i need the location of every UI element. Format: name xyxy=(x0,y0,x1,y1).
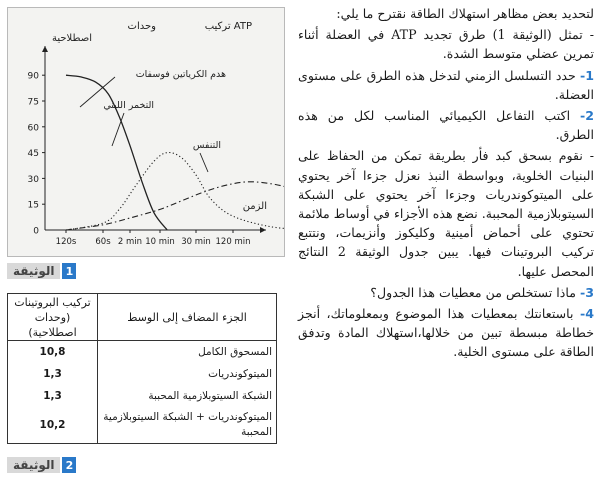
y-tick-label: 15 xyxy=(27,200,39,211)
header-value xyxy=(8,294,98,341)
y-axis-label-line3: اصطلاحية xyxy=(52,33,92,44)
doc1-number: 1 xyxy=(62,263,76,279)
y-axis-arrow xyxy=(42,46,48,52)
question-1-number: 1- xyxy=(579,67,594,83)
series-label-respiration: التنفس xyxy=(192,140,221,151)
series-label-lactic-fermentation: التخمر اللبني xyxy=(103,100,154,111)
y-tick-label: 45 xyxy=(27,149,39,160)
atp-chart-panel xyxy=(7,7,285,257)
doc2-label xyxy=(7,456,76,474)
header-part: الجزء المضاف إلى الوسط xyxy=(98,294,277,341)
question-3 xyxy=(298,283,594,302)
x-axis-label: الزمن xyxy=(242,201,267,212)
y-tick-labels xyxy=(28,72,45,237)
protein-synthesis-table xyxy=(7,293,277,444)
doc2-word: الوثيقة xyxy=(7,457,60,473)
header-value-line2: (وحدات اصطلاحية) xyxy=(28,310,77,339)
atp-chart xyxy=(8,8,284,256)
x-tick-label: 60s xyxy=(95,237,111,247)
y-tick-label: 75 xyxy=(27,97,39,108)
x-tick-label: 30 min xyxy=(181,237,211,247)
y-axis-label-line2: وحدات xyxy=(127,21,156,32)
row-part: المسحوق الكامل xyxy=(98,341,277,364)
y-tick-label: 90 xyxy=(27,71,39,82)
question-3-text: ماذا تستخلص من معطيات هذا الجدول؟ xyxy=(370,284,576,300)
series3-pointer xyxy=(200,153,208,172)
row-part: الشبكة السيتوبلازمية المحببة xyxy=(98,385,277,407)
x-tick-labels xyxy=(56,230,251,247)
row-part: الميتوكوندريات xyxy=(98,363,277,385)
x-tick-label: 2 min xyxy=(117,237,143,247)
row-value: 10,2 xyxy=(8,407,98,444)
x-tick-label: 10 min xyxy=(145,237,175,247)
doc1-word: الوثيقة xyxy=(7,263,60,279)
experiment-paragraph: - نقوم بسحق كبد فأر بطريقة تمكن من الحفاظ على البنيات الخلوية، وبواسطة النبذ نعزل جزءا آخر يحتوي على الميتوكوندريات وجزءا آخر يحتوي على الشبكة السيتوبلازمية المحببة. نضع هذه الأجزاء في أوساط ملائمة تحتوي على أحماض أمينية وكليكوز وأنزيمات، ونتتبع تركيب البروتينات فيها. يبين جدول الوثيقة 2 النتائج المحصل عليها. xyxy=(298,148,594,279)
question-2-text: اكتب التفاعل الكيميائي المناسب لكل من هذه الطرق. xyxy=(298,108,594,143)
header-value-line1: تركيب البروتينات xyxy=(14,295,91,309)
y-tick-label: 30 xyxy=(27,174,39,185)
table-row xyxy=(8,385,277,407)
row-value: 10,8 xyxy=(8,341,98,364)
doc1-label xyxy=(7,262,76,280)
table-row xyxy=(8,407,277,444)
row-value: 1,3 xyxy=(8,385,98,407)
series-line-1 xyxy=(66,75,167,230)
question-2-number: 2- xyxy=(579,108,594,124)
y-tick-label: 60 xyxy=(27,123,39,134)
row-part: الميتوكوندريات + الشبكة السيتوبلازمية المحببة xyxy=(98,407,277,444)
table-header-row xyxy=(8,294,277,341)
question-1-text: حدد التسلسل الزمني لتدخل هذه الطرق على مستوى العضلة. xyxy=(298,67,594,102)
question-3-number: 3- xyxy=(580,284,594,300)
series-line-2 xyxy=(66,152,284,230)
intro-doc1-text: - تمثل (الوثيقة 1) طرق تجديد ATP في العضلة أثناء تمرين عضلي متوسط الشدة. xyxy=(298,27,595,62)
question-2 xyxy=(298,106,594,144)
row-value: 1,3 xyxy=(8,363,98,385)
y-tick-label: 0 xyxy=(33,226,39,237)
doc2-number: 2 xyxy=(62,457,76,473)
series-label-creatine-phosphate: هدم الكرياتين فوسفات xyxy=(135,69,226,80)
question-1 xyxy=(298,66,594,104)
y-axis-label-line1: تركيب ATP xyxy=(204,21,252,32)
question-4-number: 4- xyxy=(579,306,594,322)
table-row xyxy=(8,363,277,385)
intro-text: لتحديد بعض مظاهر استهلاك الطاقة نقترح ما يلي: xyxy=(336,6,594,21)
question-4-text: باستعانتك بمعطيات هذا الموضوع وبمعلوماتك، أنجز خطاطة مبسطة تبين من خلالها،استهلاك المادة وتدفق الطاقة على مستوى الخلية. xyxy=(298,306,594,360)
exercise-text xyxy=(298,4,594,364)
series2-pointer xyxy=(112,113,124,146)
x-tick-label: 120 min xyxy=(215,237,251,247)
x-tick-label: 120s xyxy=(55,237,77,247)
question-4 xyxy=(298,304,594,362)
x-axis-arrow xyxy=(260,227,266,233)
table-row xyxy=(8,341,277,364)
